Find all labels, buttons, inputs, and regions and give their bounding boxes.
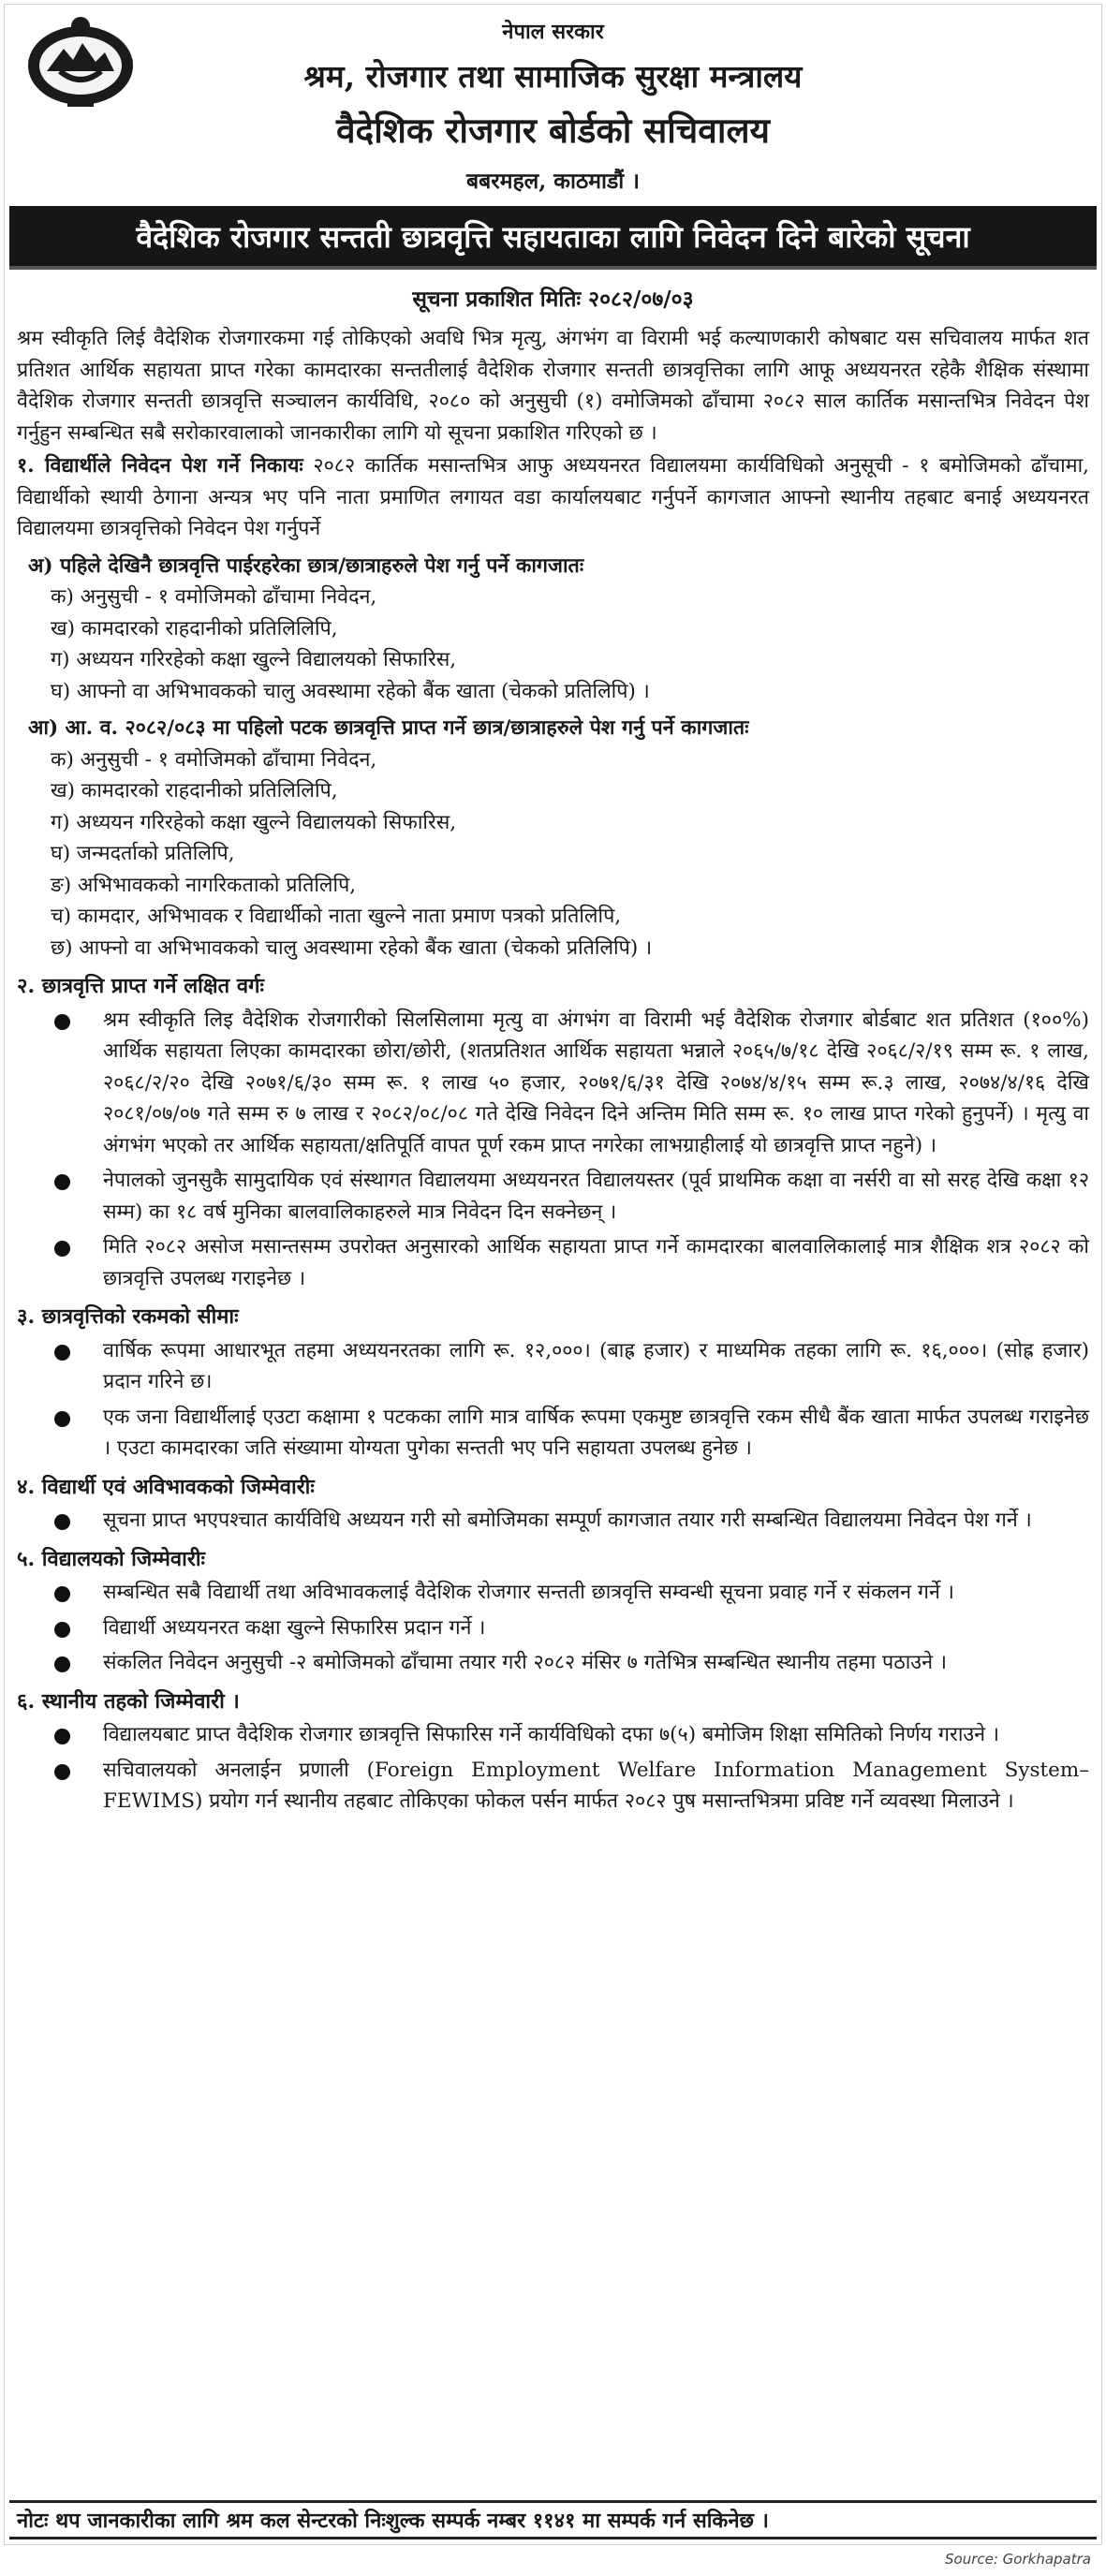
- section-2-heading: २. छात्रवृत्ति प्राप्त गर्ने लक्षित वर्गः: [17, 974, 264, 998]
- list-item: घ) आफ्नो वा अभिभावकको चालु अवस्थामा रहेको बैंक खाता (चेकको प्रतिलिपि) ।: [51, 679, 650, 703]
- bullet-icon: [54, 1622, 70, 1638]
- list-item-text: मिति २०८२ असोज मसान्तसम्म उपरोक्त अनुसारको आर्थिक सहायता प्राप्त गर्ने कामदारका बालवालिकालाई मात्र शैक्षिक शत्र २०८२ को छात्रवृत्ति उपलब्ध गराइनेछ ।: [103, 1235, 1089, 1290]
- contact-note: नोटः थप जानकारीका लागि श्रम कल सेन्टरको निःशुल्क सम्पर्क नम्बर ११४१ मा सम्पर्क गर्न सकिनेछ ।: [9, 2500, 1097, 2539]
- list-item-text: विद्यार्थी अध्ययनरत कक्षा खुल्ने सिफारिस प्रदान गर्ने ।: [103, 1615, 486, 1640]
- list-item: [49, 1005, 1089, 1162]
- section-4-heading: ४. विद्यार्थी एवं अविभावककाे जिम्मेवारीः: [17, 1474, 315, 1499]
- list-item: ख) कामदारको राहदानीको प्रतिलिलिपि,: [51, 779, 338, 802]
- section-1b-list: [51, 744, 1089, 964]
- list-item: छ) आफ्नो वा अभिभावकको चालु अवस्थामा रहेको बैंक खाता (चेकको प्रतिलिपि) ।: [51, 935, 653, 960]
- bullet-icon: [54, 1656, 70, 1672]
- section-2-list: [49, 1005, 1089, 1295]
- section-5-heading: ५. विद्यालयको जिम्मेवारीः: [17, 1546, 206, 1571]
- list-item: [49, 1505, 1089, 1537]
- list-item: क) अनुसुची - १ वमोजिमको ढाँचामा निवेदन,: [51, 747, 377, 772]
- section-4-list: [49, 1505, 1089, 1537]
- section-1-text: २०८२ कार्तिक मसान्तभित्र आफु अध्ययनरत विद्यालयमा कार्यविधिको अनुसूची - १ बमोजिमको ढाँचामा, विद्यार्थीको स्थायी ठेगाना अन्यत्र भए पनि नाता प्रमाणित लगायत वडा कार्यालयबाट गर्नुपर्ने कागजात आफ्नो स्थानीय तहबाट बनाई अध्ययनरत विद्यालयमा छात्रवृत्तिको निवेदन पेश गर्नुपर्ने: [17, 454, 1089, 540]
- list-item-text: श्रम स्वीकृति लिइ वैदेशिक रोजगारीको सिलसिलामा मृत्यु वा अंगभंग वा विरामी भई वैदेशिक रोजगार बोर्डबाट शत प्रतिशत (१००%) आर्थिक सहायता लिएका कामदारका छोरा/छोरी, (शतप्रतिशत आर्थिक सहायता भन्नाले २०६५/७/१८ देखि २०६८/२/१९ सम्म रू. १ लाख, २०६८/२/२० देखि २०७१/६/३० सम्म रू. १ लाख ५० हजार, २०७१/६/३१ देखि २०७४/४/१५ सम्म रू.३ लाख, २०७४/४/१६ देखि २०८१/०७/०७ गते सम्म रु ७ लाख र २०८२/०८/०८ गते देखि निवेदन दिने अन्तिम मिति सम्म रू. १० लाख प्राप्त गरेको हुनुपर्ने) । मृत्यु वा अंगभंग भएको तर आर्थिक सहायता/क्षतिपूर्ति वापत पूर्ण रकम प्राप्त नगरेका लाभग्राहीलाई यो छात्रवृत्ति प्राप्त नहुने) ।: [103, 1008, 1089, 1157]
- list-item: [49, 1335, 1089, 1398]
- list-item-text: सम्बन्धित सबै विद्यार्थी तथा अविभावकलाई वैदेशिक रोजगार सन्तती छात्रवृत्ति सम्वन्धी सूचना प्रवाह गर्ने र संकलन गर्ने ।: [103, 1581, 954, 1604]
- bullet-icon: [54, 1241, 70, 1257]
- list-item-text: नेपालको जुनसुकै सामुदायिक एवं संस्थागत विद्यालयमा अध्ययनरत विद्यालयस्तर (पूर्व प्राथमिक कक्षा वा नर्सरी वा सो सरह देखि कक्षा १२ सम्म) का १८ वर्ष मुनिका बालवालिकाहरुले मात्र निवेदन दिन सक्नेछन् ।: [103, 1169, 1089, 1224]
- section-1a-list: [51, 581, 1089, 707]
- bullet-icon: [54, 1514, 70, 1530]
- list-item-text: वार्षिक रूपमा आधारभूत तहमा अध्ययनरतका लागि रू. १२,०००। (बाह्र हजार) र माध्यमिक तहका लागि रू. १६,०००। (सोह्र हजार) प्रदान गरिने छ।: [103, 1338, 1089, 1393]
- notice-title: वैदेशिक रोजगार सन्तती छात्रवृत्ति सहायताका लागि निवेदन दिने बारेको सूचना: [9, 206, 1097, 266]
- intro-paragraph: श्रम स्वीकृति लिई वैदेशिक रोजगारकमा गई तोकिएको अवधि भित्र मृत्यु, अंगभंग वा विरामी भई कल्याणकारी कोषबाट यस सचिवालय मार्फत शत प्रतिशत आर्थिक सहायता प्राप्त गरेका कामदारका सन्ततीलाई वैदेशिक रोजगार सन्तती छात्रवृत्तिका लागि आफू अध्ययनरत रहेकै शैक्षिक संस्थामा वैदेशिक रोजगार सन्तती छात्रवृत्ति सञ्चालन कार्यविधि, २०८० को अनुसुची (१) वमोजिमको ढाँचामा २०८२ साल कार्तिक मसान्तभित्र निवेदन पेश गर्नुहुन सम्बन्धित सबै सरोकारवालाको जानकारीका लागि यो सूचना प्रकाशित गरिएको छ ।: [17, 327, 1089, 445]
- list-item: [49, 1647, 1089, 1679]
- list-item: घ) जन्मदर्ताको प्रतिलिपि,: [51, 842, 235, 865]
- bullet-icon: [54, 1345, 70, 1361]
- list-item-text: एक जना विद्यार्थीलाई एउटा कक्षामा १ पटकका लागि मात्र वार्षिक रूपमा एकमुष्ट छात्रवृत्ति रकम सीधै बैंक खाता मार्फत उपलब्ध गराइनेछ । एउटा कामदारका जति संख्यामा योग्यता पुगेका सन्तती भए पनि सहायता उपलब्ध हुनेछ ।: [103, 1405, 1089, 1460]
- source-credit: Source: Gorkhapatra: [945, 2551, 1091, 2568]
- secretariat-name: वैदेशिक रोजगार बोर्डको सचिवालय: [335, 110, 771, 151]
- bullet-icon: [54, 1174, 70, 1190]
- list-item: [49, 1612, 1089, 1644]
- section-1b-heading: आ) आ. व. २०८२/०८३ मा पहिलो पटक छात्रवृत्ति प्राप्त गर्ने छात्र/छात्राहरुले पेश गर्नु पर्ने कागजातः: [28, 716, 749, 740]
- section-6-heading: ६. स्थानीय तहको जिम्मेवारी ।: [17, 1688, 240, 1714]
- list-item-text: सूचना प्राप्त भएपश्चात कार्यविधि अध्ययन गरी सो बमोजिमका सम्पूर्ण कागजात तयार गरी सम्बन्धित विद्यालयमा निवेदन पेश गर्ने ।: [103, 1509, 1032, 1532]
- list-item: ख) कामदारको राहदानीको प्रतिलिलिपि,: [51, 616, 338, 640]
- list-item: च) कामदार, अभिभावक र विद्यार्थीको नाता खुल्ने नाता प्रमाण पत्रको प्रतिलिपि,: [51, 905, 622, 928]
- bullet-icon: [54, 1014, 70, 1030]
- list-item: [49, 1577, 1089, 1609]
- list-item: ङ) अभिभावकको नागरिकताको प्रतिलिपि,: [51, 873, 357, 897]
- bullet-icon: [54, 1764, 70, 1780]
- list-item: ग) अध्ययन गरिरहेको कक्षा खुल्ने विद्यालयको सिफारिस,: [51, 810, 457, 834]
- list-item: [49, 1719, 1089, 1751]
- office-location: बबरमहल, काठमाडौं ।: [466, 169, 640, 194]
- ministry-name: श्रम, रोजगार तथा सामाजिक सुरक्षा मन्त्रालय: [303, 58, 803, 95]
- list-item: [49, 1231, 1089, 1294]
- list-item: क) अनुसुची - १ वमोजिमको ढाँचामा निवेदन,: [51, 585, 377, 609]
- list-item-text: संकलित निवेदन अनुसुची -२ बमोजिमको ढाँचामा तयार गरी २०८२ मंसिर ७ गतेभित्र सम्बन्धित स्थानीय तहमा पठाउने ।: [103, 1651, 948, 1674]
- government-name: नेपाल सरकार: [502, 20, 604, 44]
- section-1: [17, 450, 1089, 545]
- section-3-list: [49, 1335, 1089, 1465]
- list-item: [49, 1755, 1089, 1818]
- list-item-text: विद्यालयबाट प्राप्त वैदेशिक रोजगार छात्रवृत्ति सिफारिस गर्ने कार्यविधिको दफा ७(५) बमोजिम शिक्षा समितिको निर्णय गराउने ।: [103, 1723, 1000, 1746]
- section-3-heading: ३. छात्रवृत्तिको रकमको सीमाः: [17, 1304, 239, 1329]
- publication-date: सूचना प्रकाशित मितिः २०८२/०७/०३: [412, 287, 694, 312]
- list-item-text: सचिवालयको अनलाईन प्रणाली (Foreign Employment Welfare Information Management System–FEWIMS) प्रयोग गर्न स्थानीय तहबाट तोकिएका फोकल पर्सन मार्फत २०८२ पुष मसान्तभित्रमा प्रविष्ट गर्ने व्यवस्था मिलाउने ।: [103, 1758, 1089, 1813]
- notice-body: [17, 323, 1089, 1821]
- bullet-icon: [54, 1411, 70, 1427]
- bullet-icon: [54, 1586, 70, 1602]
- section-1a-heading: अ) पहिले देखिनै छात्रवृत्ति पाईरहरेका छात्र/छात्राहरुले पेश गर्नु पर्ने कागजातः: [28, 553, 584, 578]
- bullet-icon: [54, 1729, 70, 1744]
- section-5-list: [49, 1577, 1089, 1679]
- list-item: [49, 1402, 1089, 1465]
- section-1-heading: १. विद्यार्थीले निवेदन पेश गर्ने निकायः: [17, 454, 303, 478]
- list-item: ग) अध्ययन गरिरहेको कक्षा खुल्ने विद्यालयको सिफारिस,: [51, 648, 457, 671]
- section-6-list: [49, 1719, 1089, 1818]
- list-item: [49, 1165, 1089, 1228]
